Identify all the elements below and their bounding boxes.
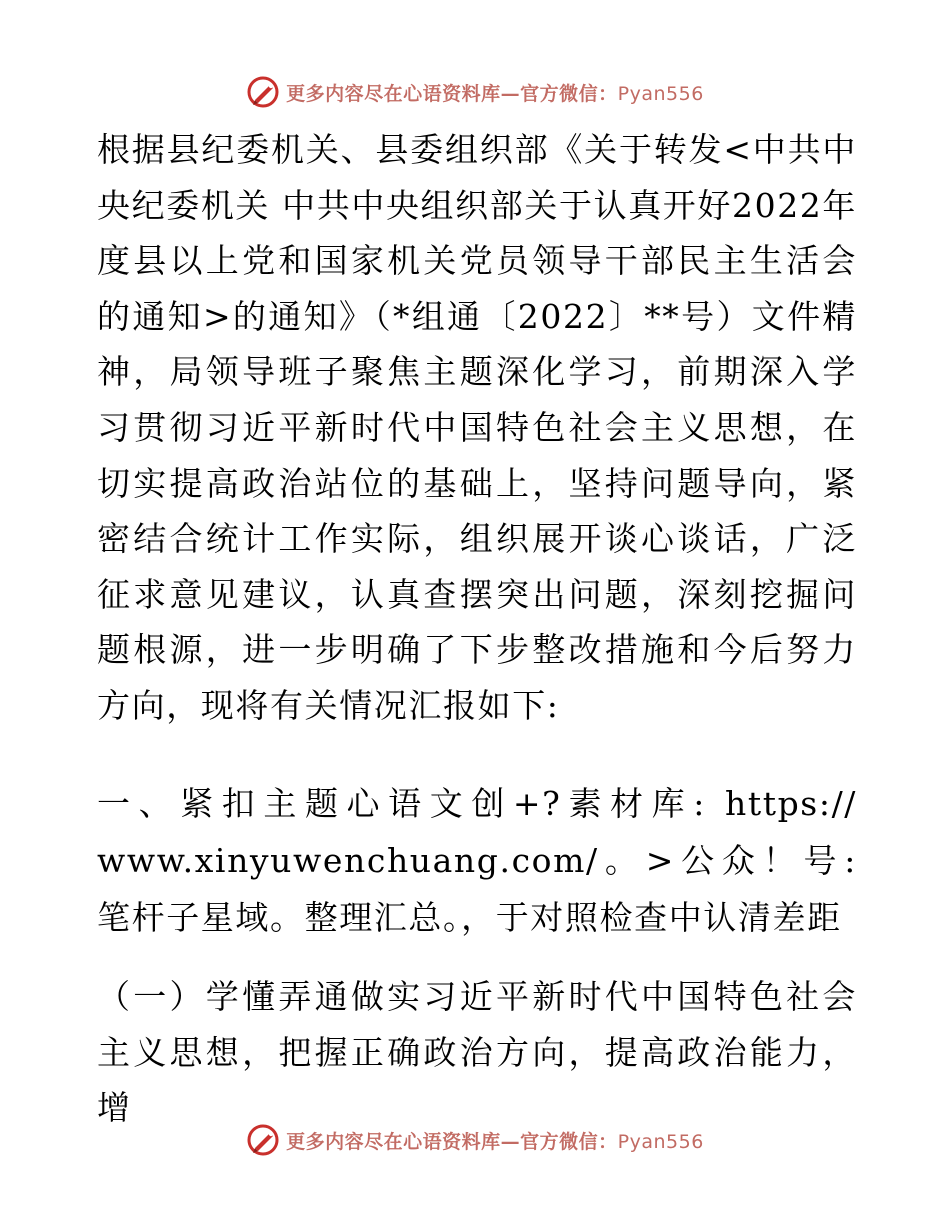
- pen-logo-icon: [246, 1123, 280, 1157]
- pen-logo-icon: [246, 75, 280, 109]
- intro-paragraph: 根据县纪委机关、县委组织部《关于转发<中共中央纪委机关 中共中央组织部关于认真开好2022年度县以上党和国家机关党员领导干部民主生活会的通知>的通知》（*组通〔2022〕**号）文件精神，局领导班子聚焦主题深化学习，前期深入学习贯彻习近平新时代中国特色社会主义思想，在切实提高政治站位的基础上，坚持问题导向，紧密结合统计工作实际，组织展开谈心谈话，广泛征求意见建议，认真查摆突出问题，深刻挖掘问题根源，进一步明确了下步整改措施和今后努力方向，现将有关情况汇报如下:: [97, 130, 857, 725]
- header-watermark: [0, 72, 950, 112]
- watermark-text: 更多内容尽在心语资料库—官方微信：Pyan556: [286, 1130, 704, 1153]
- subsection-heading-1: （一）学懂弄通做实习近平新时代中国特色社会主义思想，把握正确政治方向，提高政治能力，增: [97, 977, 857, 1128]
- section-heading-1: 一、紧扣主题心语文创+?素材库: https:// www.xinyuwenchuang.com/。>公众！号: 笔杆子星域。整理汇总。，于对照检查中认清差距: [97, 784, 857, 937]
- footer-watermark: [0, 1120, 950, 1160]
- watermark-text: 更多内容尽在心语资料库—官方微信：Pyan556: [286, 82, 704, 105]
